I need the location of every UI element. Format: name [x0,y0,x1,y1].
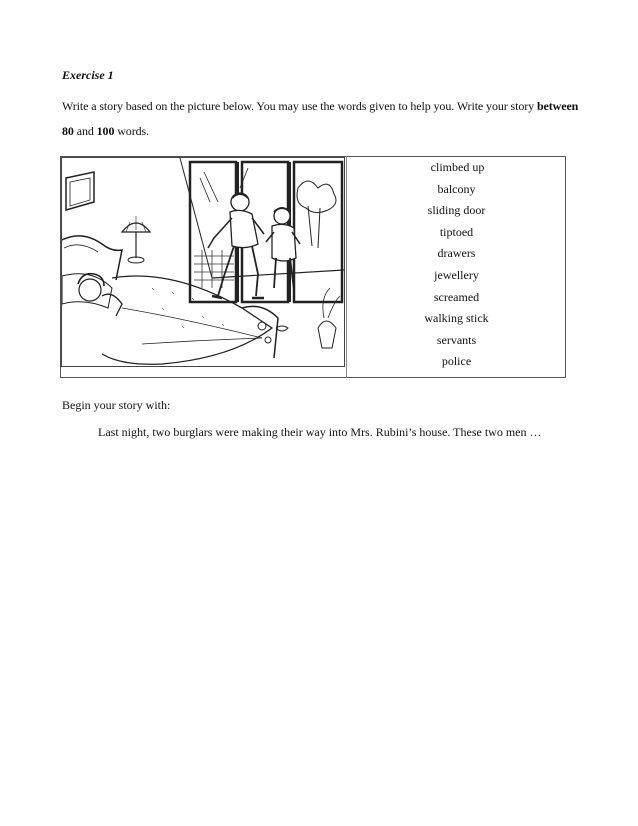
instruction-bold-min: between 80 [62,99,579,138]
instruction-bold-max: 100 [96,124,115,138]
instruction-text-and: and [73,124,97,138]
word-item: sliding door [427,203,486,218]
word-item: walking stick [424,311,489,326]
word-item: jewellery [434,267,479,282]
word-item: tiptoed [439,224,474,239]
burglary-illustration [61,157,345,367]
word-item: drawers [437,246,476,261]
story-starter-sentence: Last night, two burglars were making their way into Mrs. Rubini’s house. These two men … [98,425,542,439]
instruction-text-end: words. [114,124,149,138]
exercise-title: Exercise 1 [62,68,114,82]
word-item: screamed [433,289,480,304]
word-item: balcony [437,181,476,196]
word-list [347,157,566,373]
begin-story-label: Begin your story with: [62,398,171,412]
exercise-instructions [62,94,582,144]
word-item: servants [436,332,477,347]
word-item: police [441,354,472,369]
word-item: climbed up [430,160,485,174]
instruction-text: Write a story based on the picture below. You may use the words given to help you. Write your story [62,99,537,113]
